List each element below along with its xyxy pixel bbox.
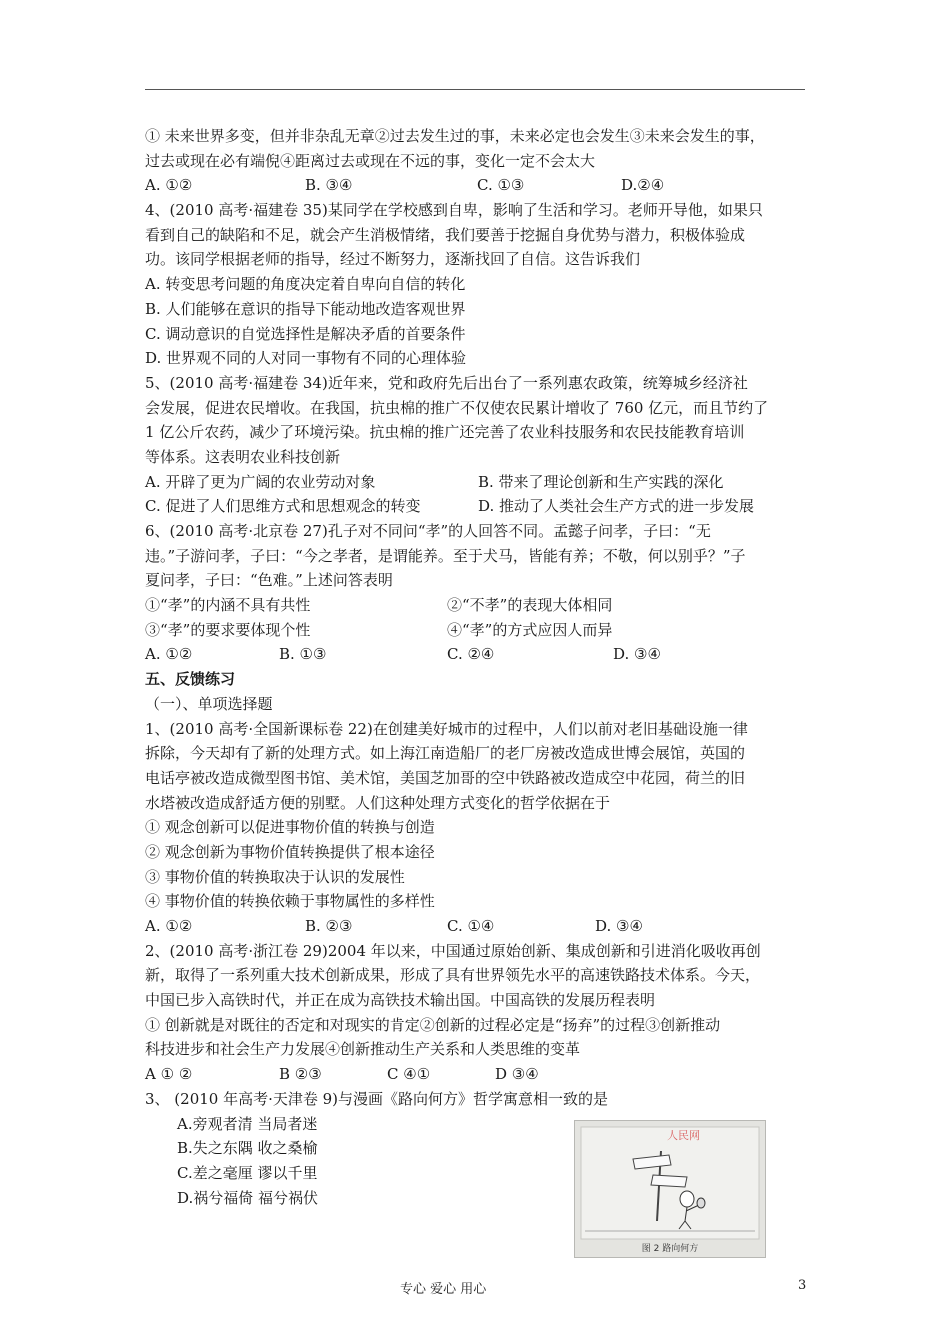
- q5-options-row1: [145, 470, 807, 495]
- f1-option-b: B. ②③: [305, 917, 353, 935]
- q5-options-row2: [145, 494, 807, 519]
- f1-stem-2: 拆除，今天却有了新的处理方式。如上海江南造船厂的老厂房被改造成世博会展馆，英国的: [145, 744, 746, 763]
- footer-slogan: 专心 爱心 用心: [400, 1282, 487, 1297]
- f2-stem-4: ① 创新就是对既往的否定和对现实的肯定②创新的过程必定是“扬弃”的过程③创新推动: [145, 1015, 721, 1034]
- q3-option-d: D.②④: [621, 176, 665, 195]
- f1-option-a: A. ①②: [145, 917, 193, 935]
- q6-option-d: D. ③④: [613, 645, 661, 664]
- q4-option-c: C. 调动意识的自觉选择性是解决矛盾的首要条件: [145, 324, 466, 343]
- f3-option-d: D.祸兮福倚 福兮祸伏: [177, 1188, 319, 1207]
- f3-option-c: C.差之毫厘 谬以千里: [177, 1163, 318, 1182]
- f1-statement-4: ④ 事物价值的转换依赖于事物属性的多样性: [145, 892, 435, 911]
- q6-statements-row1: [145, 593, 807, 618]
- q5-stem-3: 1 亿公斤农药，减少了环境污染。抗虫棉的推广还完善了农业科技服务和农民技能教育培训: [145, 423, 745, 442]
- q4-option-d: D. 世界观不同的人对同一事物有不同的心理体验: [145, 349, 467, 368]
- f2-stem-2: 新，取得了一系列重大技术创新成果，形成了具有世界领先水平的高速铁路技术体系。今天，: [145, 966, 761, 985]
- section-heading: 五、反馈练习: [145, 670, 236, 689]
- f2-option-a: A ① ②: [145, 1065, 193, 1084]
- f2-stem-3: 中国已步入高铁时代，并正在成为高铁技术输出国。中国高铁的发展历程表明: [145, 991, 656, 1010]
- f1-stem-3: 电话亭被改造成微型图书馆、美术馆，美国芝加哥的空中铁路被改造成空中花园，荷兰的旧: [145, 768, 746, 787]
- f2-stem-1: 2、(2010 高考·浙江卷 29)2004 年以来，中国通过原始创新、集成创新和引进消化吸收再创: [145, 941, 761, 960]
- subsection-heading: （一）、单项选择题: [145, 694, 273, 713]
- f2-option-d: D ③④: [495, 1065, 539, 1084]
- q6-statements-row2: [145, 618, 807, 643]
- q5-option-d: D. 推动了人类社会生产方式的进一步发展: [478, 497, 755, 516]
- q3-option-a: A. ①②: [145, 176, 193, 195]
- f3-option-b: B.失之东隅 收之桑榆: [177, 1139, 318, 1158]
- f1-statement-1: ① 观念创新可以促进事物价值的转换与创造: [145, 818, 435, 837]
- q5-stem-1: 5、(2010 高考·福建卷 34)近年来，党和政府先后出台了一系列惠农政策，统筹城乡经济社: [145, 373, 748, 392]
- q6-stem-3: 夏问孝，子曰：“色难。”上述问答表明: [145, 571, 393, 590]
- q6-stem-2: 违。”子游问孝，子曰：“今之孝者，是谓能养。至于犬马，皆能有养；不敬，何以别乎？”子: [145, 546, 746, 565]
- f2-options: [145, 1062, 807, 1087]
- q4-stem-2: 看到自己的缺陷和不足，就会产生消极情绪，我们要善于挖掘自身优势与潜力，积极体验成: [145, 225, 746, 244]
- q5-stem-4: 等体系。这表明农业科技创新: [145, 447, 341, 466]
- q3-statements-line1: ① 未来世界多变，但并非杂乱无章②过去发生过的事，未来必定也会发生③未来会发生的事，: [145, 127, 765, 145]
- q5-option-b: B. 带来了理论创新和生产实践的深化: [478, 472, 724, 491]
- q6-option-b: B. ①③: [279, 645, 327, 664]
- q3-option-b: B. ③④: [305, 176, 353, 195]
- cartoon-caption: 图 2 路向何方: [641, 1244, 699, 1254]
- q3-option-c: C. ①③: [477, 176, 525, 195]
- cartoon-watermark: 人民网: [667, 1129, 700, 1142]
- f1-statement-2: ② 观念创新为事物价值转换提供了根本途径: [145, 842, 435, 861]
- page-content: [145, 124, 807, 1210]
- f2-option-b: B ②③: [279, 1065, 322, 1084]
- f1-options: [145, 914, 807, 939]
- q4-stem-1: 4、(2010 高考·福建卷 35)某同学在学校感到自卑，影响了生活和学习。老师开导他，如果只: [145, 201, 763, 220]
- f1-option-d: D. ③④: [595, 917, 643, 935]
- q6-statement-4: ④“孝”的方式应因人而异: [447, 620, 613, 639]
- f2-stem-5: 科技进步和社会生产力发展④创新推动生产关系和人类思维的变革: [145, 1040, 581, 1059]
- cartoon-image: [574, 1120, 766, 1258]
- q5-stem-2: 会发展，促进农民增收。在我国，抗虫棉的推广不仅使农民累计增收了 760 亿元，而且节约了: [145, 398, 769, 417]
- q5-option-c: C. 促进了人们思维方式和思想观念的转变: [145, 497, 421, 516]
- f1-statement-3: ③ 事物价值的转换取决于认识的发展性: [145, 867, 405, 886]
- f1-option-c: C. ①④: [447, 917, 495, 935]
- q6-option-a: A. ①②: [145, 645, 193, 664]
- q6-options: [145, 642, 807, 667]
- q6-statement-3: ③“孝”的要求要体现个性: [145, 620, 311, 639]
- f3-stem: 3、 (2010 年高考·天津卷 9)与漫画《路向何方》哲学寓意相一致的是: [145, 1089, 609, 1108]
- q3-options: [145, 173, 807, 198]
- q6-option-c: C. ②④: [447, 645, 495, 664]
- q4-option-a: A. 转变思考问题的角度决定着自卑向自信的转化: [145, 275, 466, 294]
- f3-option-a: A.旁观者清 当局者迷: [177, 1114, 318, 1133]
- q6-statement-2: ②“不孝”的表现大体相同: [447, 596, 613, 615]
- q4-option-b: B. 人们能够在意识的指导下能动地改造客观世界: [145, 299, 466, 318]
- page-number: 3: [798, 1278, 807, 1293]
- header-rule: [145, 89, 805, 90]
- q5-option-a: A. 开辟了更为广阔的农业劳动对象: [145, 472, 376, 491]
- q6-statement-1: ①“孝”的内涵不具有共性: [145, 596, 311, 615]
- q4-stem-3: 功。该同学根据老师的指导，经过不断努力，逐渐找回了自信。这告诉我们: [145, 250, 641, 269]
- f1-stem-1: 1、(2010 高考·全国新课标卷 22)在创建美好城市的过程中，人们以前对老旧基础设施一律: [145, 719, 748, 738]
- f2-option-c: C ④①: [387, 1065, 431, 1084]
- f1-stem-4: 水塔被改造成舒适方便的别墅。人们这种处理方式变化的哲学依据在于: [145, 793, 611, 812]
- q3-statements-line2: 过去或现在必有端倪④距离过去或现在不远的事，变化一定不会太大: [145, 151, 596, 170]
- q6-stem-1: 6、(2010 高考·北京卷 27)孔子对不同问“孝”的人回答不同。孟懿子问孝，子曰：“无: [145, 522, 711, 540]
